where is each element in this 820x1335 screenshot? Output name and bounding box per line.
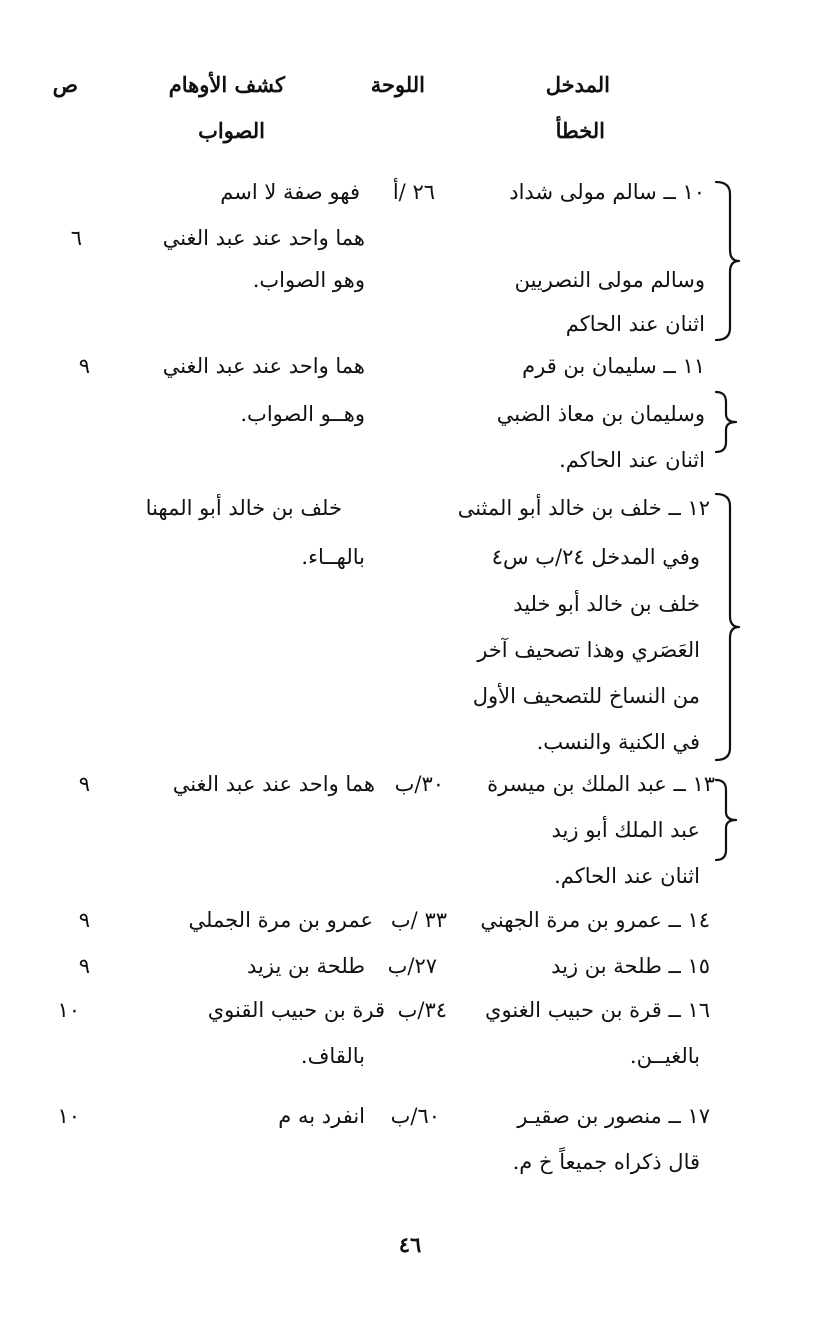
entry-13-line-1: ١٣ ــ عبد الملك بن ميسرة xyxy=(487,772,715,796)
entry-12-line-5: من النساخ للتصحيف الأول xyxy=(472,684,700,708)
entry-14-page: ٩ xyxy=(78,908,90,932)
entry-12-line-4: العَصَري وهذا تصحيف آخر xyxy=(477,638,700,662)
entry-12-line-6: في الكنية والنسب. xyxy=(536,730,700,754)
brace-entry-12 xyxy=(712,492,742,762)
entry-11-kashf-2: وهــو الصواب. xyxy=(240,402,365,426)
entry-12-kashf-1: خلف بن خالد أبو المهنا xyxy=(145,496,342,520)
entry-11-line-2: وسليمان بن معاذ الضبي xyxy=(496,402,705,426)
entry-13-plate: ٣٠/ب xyxy=(394,772,444,796)
brace-entry-13 xyxy=(712,778,742,862)
page-number: ٤٦ xyxy=(398,1232,422,1257)
brace-entry-11 xyxy=(712,390,742,454)
entry-12-line-1: ١٢ ــ خلف بن خالد أبو المثنى xyxy=(457,496,710,520)
entry-10-kashf-3: وهو الصواب. xyxy=(252,268,365,292)
brace-entry-10 xyxy=(712,180,742,342)
entry-10-page: ٦ xyxy=(70,226,82,250)
entry-13-kashf-1: هما واحد عند عبد الغني xyxy=(172,772,375,796)
header-plate: اللوحة xyxy=(370,72,425,97)
entry-12-line-2: وفي المدخل ٢٤/ب س٤ xyxy=(491,545,700,569)
entry-17-plate: ٦٠/ب xyxy=(390,1104,440,1128)
header-page: ص xyxy=(52,72,78,97)
entry-10-line-1: ١٠ ــ سالم مولى شداد xyxy=(509,180,705,204)
entry-11-page: ٩ xyxy=(78,354,90,378)
entry-10-line-2: وسالم مولى النصريين xyxy=(514,268,705,292)
entry-16-plate: ٣٤/ب xyxy=(397,998,447,1022)
entry-17-kashf-1: انفرد به م xyxy=(278,1104,365,1128)
entry-14-plate: ٣٣ /ب xyxy=(390,908,447,932)
entry-13-line-2: عبد الملك أبو زيد xyxy=(551,818,700,842)
header-kashf: كشف الأوهام xyxy=(168,72,285,97)
entry-15-kashf-1: طلحة بن يزيد xyxy=(247,954,365,978)
header-correct: الصواب xyxy=(198,118,265,143)
entry-13-page: ٩ xyxy=(78,772,90,796)
header-error: الخطأ xyxy=(555,118,605,143)
entry-15-line-1: ١٥ ــ طلحة بن زيد xyxy=(551,954,710,978)
header-entry: المدخل xyxy=(545,72,610,97)
entry-11-line-3: اثنان عند الحاكم. xyxy=(559,448,705,472)
entry-15-plate: ٢٧/ب xyxy=(387,954,437,978)
entry-16-page: ١٠ xyxy=(57,998,80,1022)
entry-11-line-1: ١١ ــ سليمان بن قرم xyxy=(522,354,705,378)
entry-10-kashf-1: فهو صفة لا اسم xyxy=(220,180,360,204)
entry-13-line-3: اثنان عند الحاكم. xyxy=(554,864,700,888)
entry-16-line-2: بالغيــن. xyxy=(629,1044,700,1068)
entry-12-kashf-2: بالهــاء. xyxy=(301,545,365,569)
entry-17-line-2: قال ذكراه جميعاً خ م. xyxy=(512,1150,700,1174)
entry-10-kashf-2: هما واحد عند عبد الغني xyxy=(162,226,365,250)
entry-14-kashf-1: عمرو بن مرة الجملي xyxy=(188,908,373,932)
entry-10-plate: ٢٦ /أ xyxy=(392,180,435,204)
entry-17-page: ١٠ xyxy=(57,1104,80,1128)
entry-12-line-3: خلف بن خالد أبو خليد xyxy=(513,592,700,616)
entry-10-line-3: اثنان عند الحاكم xyxy=(565,312,705,336)
entry-17-line-1: ١٧ ــ منصور بن صقيـر xyxy=(517,1104,710,1128)
entry-14-line-1: ١٤ ــ عمرو بن مرة الجهني xyxy=(480,908,710,932)
entry-16-kashf-1: قرة بن حبيب القنوي xyxy=(207,998,385,1022)
entry-11-kashf-1: هما واحد عند عبد الغني xyxy=(162,354,365,378)
entry-16-line-1: ١٦ ــ قرة بن حبيب الغنوي xyxy=(485,998,710,1022)
entry-16-kashf-2: بالقاف. xyxy=(300,1044,365,1068)
entry-15-page: ٩ xyxy=(78,954,90,978)
